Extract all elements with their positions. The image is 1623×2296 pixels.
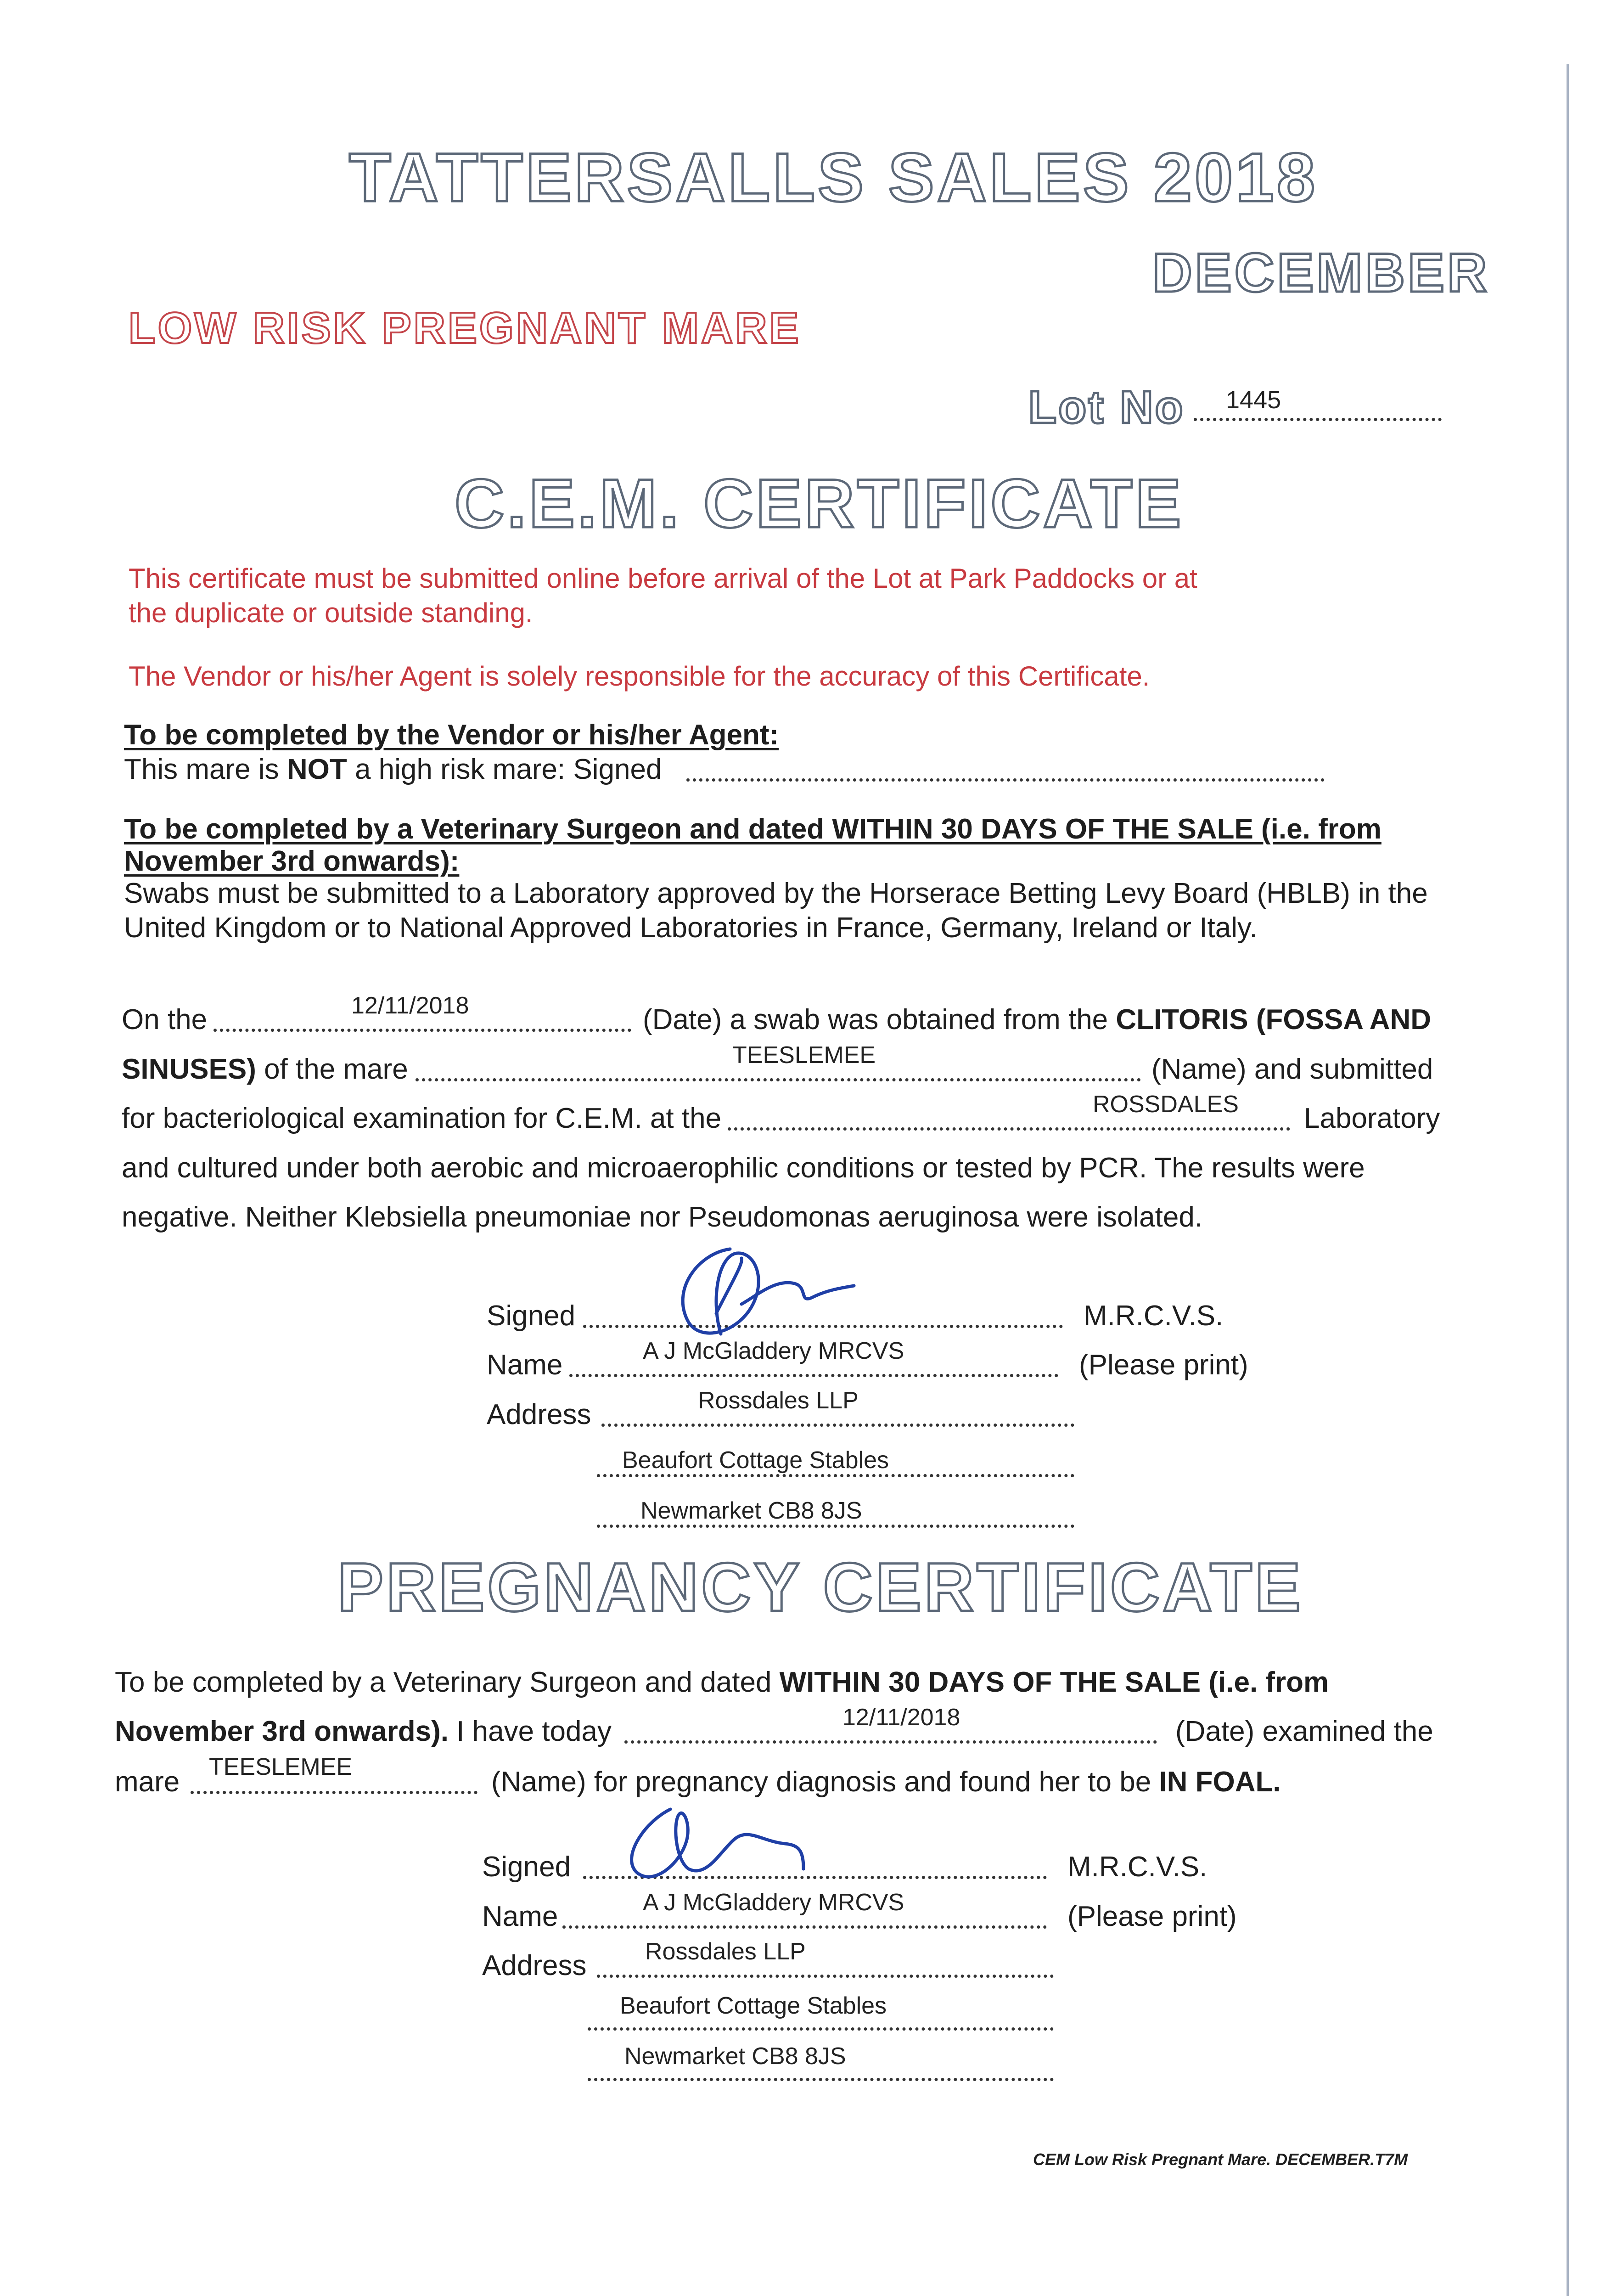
mare-line bbox=[122, 1053, 408, 1086]
preg-address-2: Beaufort Cottage Stables bbox=[620, 1992, 887, 2019]
mare-name-value: TEESLEMEE bbox=[732, 1042, 876, 1069]
lot-number-value: 1445 bbox=[1226, 386, 1281, 414]
swab-date-text bbox=[643, 1003, 1431, 1036]
swab-date-line[interactable] bbox=[213, 1029, 631, 1032]
swabs-instructions-2: United Kingdom or to National Approved Laboratories in France, Germany, Ireland or Italy. bbox=[124, 912, 1258, 944]
name-and-submitted-text: (Name) and submitted bbox=[1151, 1053, 1433, 1085]
swabs-instructions: Swabs must be submitted to a Laboratory approved by the Horserace Betting Levy Board (HBLB) in the bbox=[124, 878, 1428, 909]
vendor-declaration-not: NOT bbox=[286, 754, 347, 785]
cem-address-line-2[interactable] bbox=[597, 1474, 1074, 1477]
in-foal-text: IN FOAL. bbox=[1159, 1766, 1281, 1798]
vendor-responsibility-notice: The Vendor or his/her Agent is solely responsible for the accuracy of this Certificate. bbox=[129, 661, 1150, 692]
preg-address-label: Address bbox=[482, 1950, 587, 1981]
negative-results-text: negative. Neither Klebsiella pneumoniae nor Pseudomonas aeruginosa were isolated. bbox=[122, 1201, 1203, 1233]
preg-address-1: Rossdales LLP bbox=[645, 1938, 806, 1965]
preg-mrcvs-label: M.R.C.V.S. bbox=[1067, 1851, 1207, 1883]
swab-date-value: 12/11/2018 bbox=[351, 992, 469, 1019]
cem-address-2: Beaufort Cottage Stables bbox=[622, 1447, 889, 1474]
cem-address-1: Rossdales LLP bbox=[698, 1387, 859, 1414]
preg-vet-signature bbox=[611, 1782, 849, 1892]
cem-certificate-title: C.E.M. CERTIFICATE bbox=[455, 465, 1184, 542]
preg-name-line[interactable] bbox=[562, 1925, 1047, 1929]
pregnancy-line-2-bold: November 3rd onwards). bbox=[115, 1716, 449, 1747]
swab-date-text-a: (Date) a swab was obtained from the bbox=[643, 1004, 1108, 1035]
lot-number-label: Lot No bbox=[1028, 382, 1185, 433]
risk-category: LOW RISK PREGNANT MARE bbox=[129, 304, 801, 353]
cem-mrcvs-label: M.R.C.V.S. bbox=[1084, 1300, 1224, 1332]
pregnancy-line-1-a: To be completed by a Veterinary Surgeon and dated bbox=[115, 1666, 772, 1698]
vendor-declaration-c: a high risk mare: Signed bbox=[347, 754, 662, 785]
bacteriological-text: for bacteriological examination for C.E.M. at the bbox=[122, 1103, 722, 1134]
cem-vet-signature bbox=[661, 1235, 863, 1345]
preg-name-value: A J McGladdery MRCVS bbox=[643, 1889, 904, 1916]
cem-address-line-1[interactable] bbox=[601, 1424, 1074, 1427]
pregnancy-mare-line[interactable] bbox=[191, 1791, 477, 1794]
preg-address-line-2[interactable] bbox=[588, 2027, 1054, 2031]
pregnancy-line-2 bbox=[115, 1715, 612, 1748]
pregnancy-line-1-bold: WITHIN 30 DAYS OF THE SALE (i.e. from bbox=[779, 1666, 1329, 1698]
preg-address-line-1[interactable] bbox=[597, 1975, 1054, 1978]
cem-name-line[interactable] bbox=[569, 1374, 1058, 1377]
pregnancy-line-3-text: (Name) for pregnancy diagnosis and found her to be bbox=[491, 1766, 1151, 1798]
pregnancy-date-line[interactable] bbox=[624, 1740, 1157, 1744]
cem-address-3: Newmarket CB8 8JS bbox=[640, 1497, 862, 1524]
cem-name-label: Name bbox=[487, 1349, 563, 1381]
pregnancy-mare-label: mare bbox=[115, 1766, 180, 1798]
vendor-declaration-a: This mare is bbox=[124, 754, 287, 785]
sale-month: DECEMBER bbox=[1152, 242, 1490, 304]
preg-address-3: Newmarket CB8 8JS bbox=[624, 2043, 846, 2070]
online-submission-notice-2: the duplicate or outside standing. bbox=[129, 597, 533, 628]
cem-signed-label: Signed bbox=[487, 1300, 576, 1332]
culture-text: and cultured under both aerobic and microaerophilic conditions or tested by PCR. The results were bbox=[122, 1152, 1365, 1184]
swab-on-the-label: On the bbox=[122, 1004, 208, 1035]
pregnancy-line-2-end: (Date) examined the bbox=[1175, 1716, 1433, 1747]
online-submission-notice: This certificate must be submitted online before arrival of the Lot at Park Paddocks or at bbox=[129, 563, 1197, 594]
pregnancy-certificate-title: PREGNANCY CERTIFICATE bbox=[337, 1548, 1303, 1626]
pregnancy-line-2-text: I have today bbox=[448, 1716, 612, 1747]
pregnancy-line-1 bbox=[115, 1666, 1329, 1699]
pregnancy-line-3 bbox=[491, 1766, 1281, 1798]
cem-address-line-3[interactable] bbox=[597, 1525, 1074, 1528]
cem-name-value: A J McGladdery MRCVS bbox=[643, 1338, 904, 1364]
vet-section-heading-2: November 3rd onwards): bbox=[124, 845, 460, 877]
laboratory-value: ROSSDALES bbox=[1093, 1091, 1239, 1118]
preg-signed-label: Signed bbox=[482, 1851, 571, 1883]
vendor-signature-line[interactable] bbox=[686, 778, 1325, 782]
vendor-section-heading: To be completed by the Vendor or his/her Agent: bbox=[124, 719, 779, 751]
laboratory-label: Laboratory bbox=[1304, 1103, 1440, 1134]
preg-name-label: Name bbox=[482, 1901, 558, 1932]
mare-name-line[interactable] bbox=[416, 1078, 1141, 1081]
cem-please-print: (Please print) bbox=[1079, 1349, 1248, 1381]
preg-address-line-3[interactable] bbox=[588, 2078, 1054, 2081]
clitoris-text: CLITORIS (FOSSA AND bbox=[1116, 1004, 1432, 1035]
page-edge-line bbox=[1567, 64, 1569, 2296]
vet-section-heading: To be completed by a Veterinary Surgeon and dated WITHIN 30 DAYS OF THE SALE (i.e. from bbox=[124, 813, 1382, 845]
vendor-declaration bbox=[124, 753, 662, 786]
cem-address-label: Address bbox=[487, 1399, 591, 1430]
laboratory-line[interactable] bbox=[728, 1127, 1290, 1131]
sinuses-text: SINUSES) bbox=[122, 1053, 256, 1085]
form-code-footer: CEM Low Risk Pregnant Mare. DECEMBER.T7M bbox=[1033, 2150, 1408, 2169]
of-the-mare-text: of the mare bbox=[256, 1053, 408, 1085]
lot-number-dots bbox=[1194, 418, 1442, 421]
document-title: TATTERSALLS SALES 2018 bbox=[349, 139, 1318, 216]
pregnancy-date-value: 12/11/2018 bbox=[842, 1704, 960, 1731]
preg-please-print: (Please print) bbox=[1067, 1901, 1237, 1932]
pregnancy-mare-value: TEESLEMEE bbox=[209, 1754, 353, 1780]
